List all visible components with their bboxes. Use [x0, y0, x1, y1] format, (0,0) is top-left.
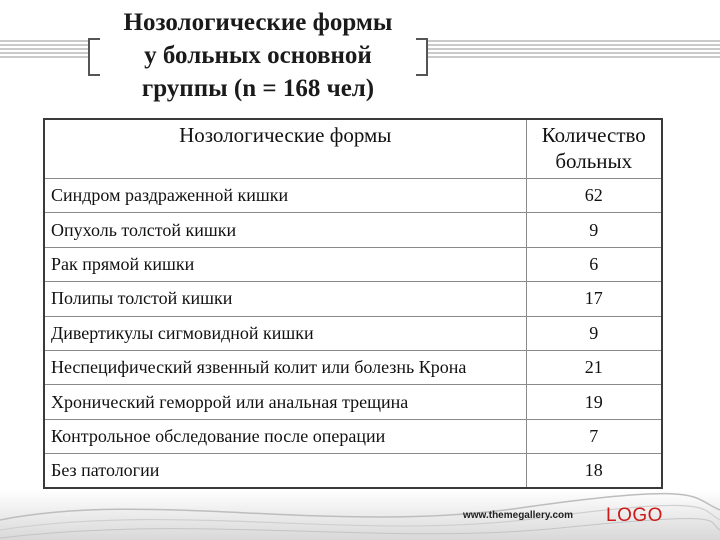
row-name: Контрольное обследование после операции	[44, 419, 526, 453]
row-count: 19	[526, 385, 662, 419]
table-row	[44, 350, 662, 384]
row-name: Без патологии	[44, 454, 526, 488]
row-count: 7	[526, 419, 662, 453]
row-name: Дивертикулы сигмовидной кишки	[44, 316, 526, 350]
decorative-stripes-right	[428, 40, 720, 58]
row-name: Хронический геморрой или анальная трещина	[44, 385, 526, 419]
table-header-row	[44, 119, 662, 179]
title-bracket-right	[416, 38, 428, 76]
header-count	[526, 119, 662, 179]
table-row	[44, 419, 662, 453]
row-name: Опухоль толстой кишки	[44, 213, 526, 247]
table-row	[44, 316, 662, 350]
row-name: Рак прямой кишки	[44, 247, 526, 281]
row-name: Полипы толстой кишки	[44, 282, 526, 316]
slide-title-line: группы (n = 168 чел)	[141, 75, 375, 102]
logo: LOGO	[606, 505, 663, 526]
nosology-table	[43, 118, 663, 489]
slide-title-line: у больных основной	[144, 42, 372, 69]
table-row	[44, 213, 662, 247]
table-row	[44, 179, 662, 213]
table-row	[44, 385, 662, 419]
row-count: 9	[526, 316, 662, 350]
slide-title-line: Нозологические формы	[123, 9, 393, 36]
row-name: Неспецифический язвенный колит или болезнь Крона	[44, 350, 526, 384]
table-row	[44, 247, 662, 281]
row-count: 17	[526, 282, 662, 316]
row-count: 18	[526, 454, 662, 488]
header-count-line: больных	[555, 149, 633, 173]
row-name: Синдром раздраженной кишки	[44, 179, 526, 213]
row-count: 21	[526, 350, 662, 384]
row-count: 62	[526, 179, 662, 213]
footer-url[interactable]: www.themegallery.com	[463, 510, 574, 521]
row-count: 9	[526, 213, 662, 247]
header-count-line: Количество	[541, 123, 646, 147]
header-forms: Нозологические формы	[44, 119, 526, 179]
row-count: 6	[526, 247, 662, 281]
table-row	[44, 282, 662, 316]
slide-title	[100, 6, 416, 105]
title-bracket-left	[88, 38, 100, 76]
decorative-stripes-left	[0, 40, 88, 58]
